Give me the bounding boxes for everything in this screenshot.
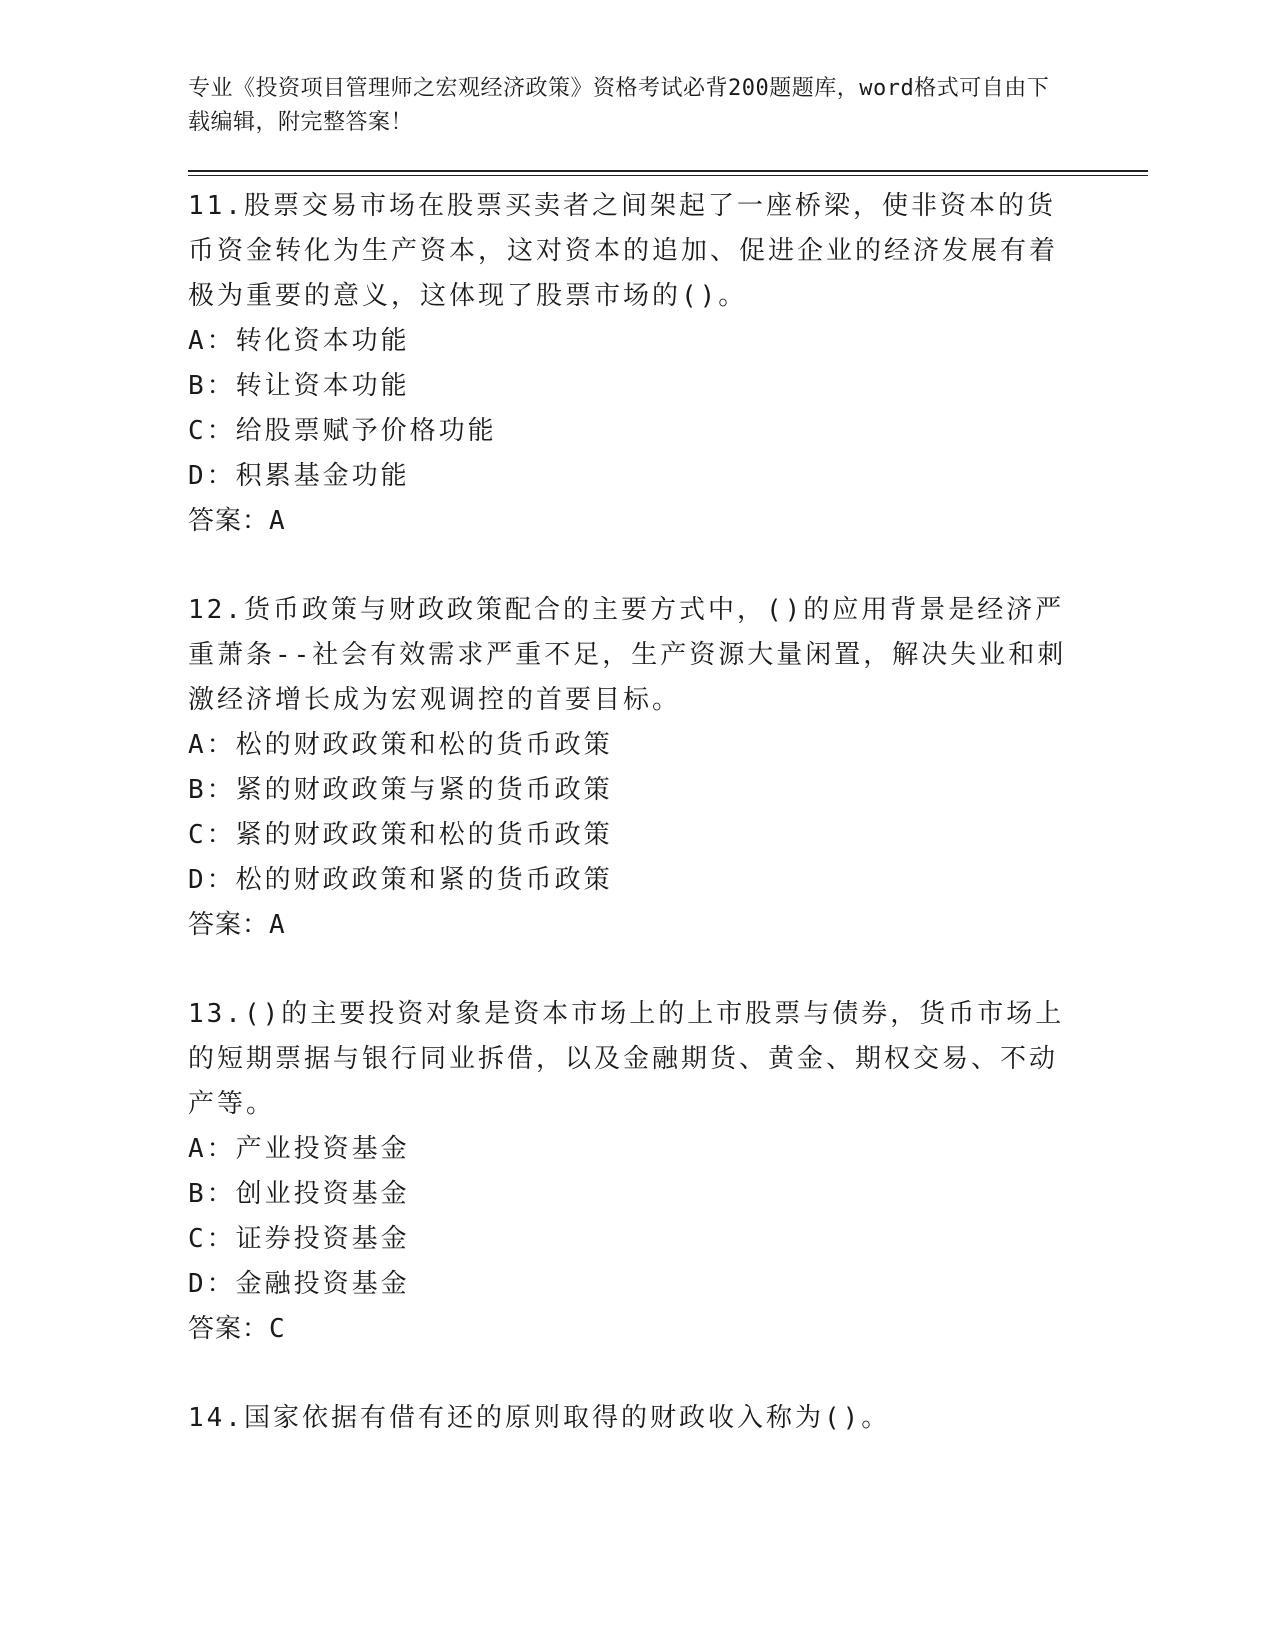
question-stem: 14.国家依据有借有还的原则取得的财政收入称为()。 [188, 1403, 891, 1433]
spacer [188, 948, 1148, 992]
answer-line [188, 1307, 1068, 1352]
answer-label: 答案： [188, 910, 270, 940]
option-a: A：产业投资基金 [188, 1134, 410, 1164]
question-stem: 11.股票交易市场在股票买卖者之间架起了一座桥梁，使非资本的货币资金转化为生产资本，这对资本的追加、促进企业的经济发展有着极为重要的意义，这体现了股票市场的()。 [188, 191, 1059, 311]
spacer [188, 544, 1148, 588]
answer-value: A [269, 506, 285, 536]
answer-line [188, 499, 1068, 544]
option-c: C：紧的财政政策和松的货币政策 [188, 820, 613, 850]
header-divider [188, 170, 1148, 176]
option-b: B：紧的财政政策与紧的货币政策 [188, 775, 613, 805]
answer-value: A [269, 910, 285, 940]
question-11 [188, 184, 1068, 544]
question-stem: 12.货币政策与财政政策配合的主要方式中，()的应用背景是经济严重萧条--社会有效需求严重不足，生产资源大量闲置，解决失业和刺激经济增长成为宏观调控的首要目标。 [188, 595, 1067, 715]
option-d: D：松的财政政策和紧的货币政策 [188, 865, 613, 895]
question-14 [188, 1396, 1068, 1441]
spacer [188, 1352, 1148, 1396]
answer-value: C [269, 1314, 285, 1344]
answer-label: 答案： [188, 506, 270, 536]
option-d: D：积累基金功能 [188, 461, 410, 491]
document-header: 专业《投资项目管理师之宏观经济政策》资格考试必背200题题库，word格式可自由下载编辑，附完整答案！ [188, 76, 1050, 135]
option-c: C：证券投资基金 [188, 1224, 410, 1254]
option-a: A：转化资本功能 [188, 326, 410, 356]
option-d: D：金融投资基金 [188, 1269, 410, 1299]
option-b: B：转让资本功能 [188, 371, 410, 401]
document-page [188, 72, 1148, 1441]
option-c: C：给股票赋予价格功能 [188, 416, 497, 446]
question-13 [188, 992, 1068, 1352]
answer-label: 答案： [188, 1314, 270, 1344]
option-a: A：松的财政政策和松的货币政策 [188, 730, 613, 760]
option-b: B：创业投资基金 [188, 1179, 410, 1209]
question-stem: 13.()的主要投资对象是资本市场上的上市股票与债券，货币市场上的短期票据与银行同业拆借，以及金融期货、黄金、期权交易、不动产等。 [188, 999, 1065, 1119]
answer-line [188, 903, 1068, 948]
question-12 [188, 588, 1068, 948]
